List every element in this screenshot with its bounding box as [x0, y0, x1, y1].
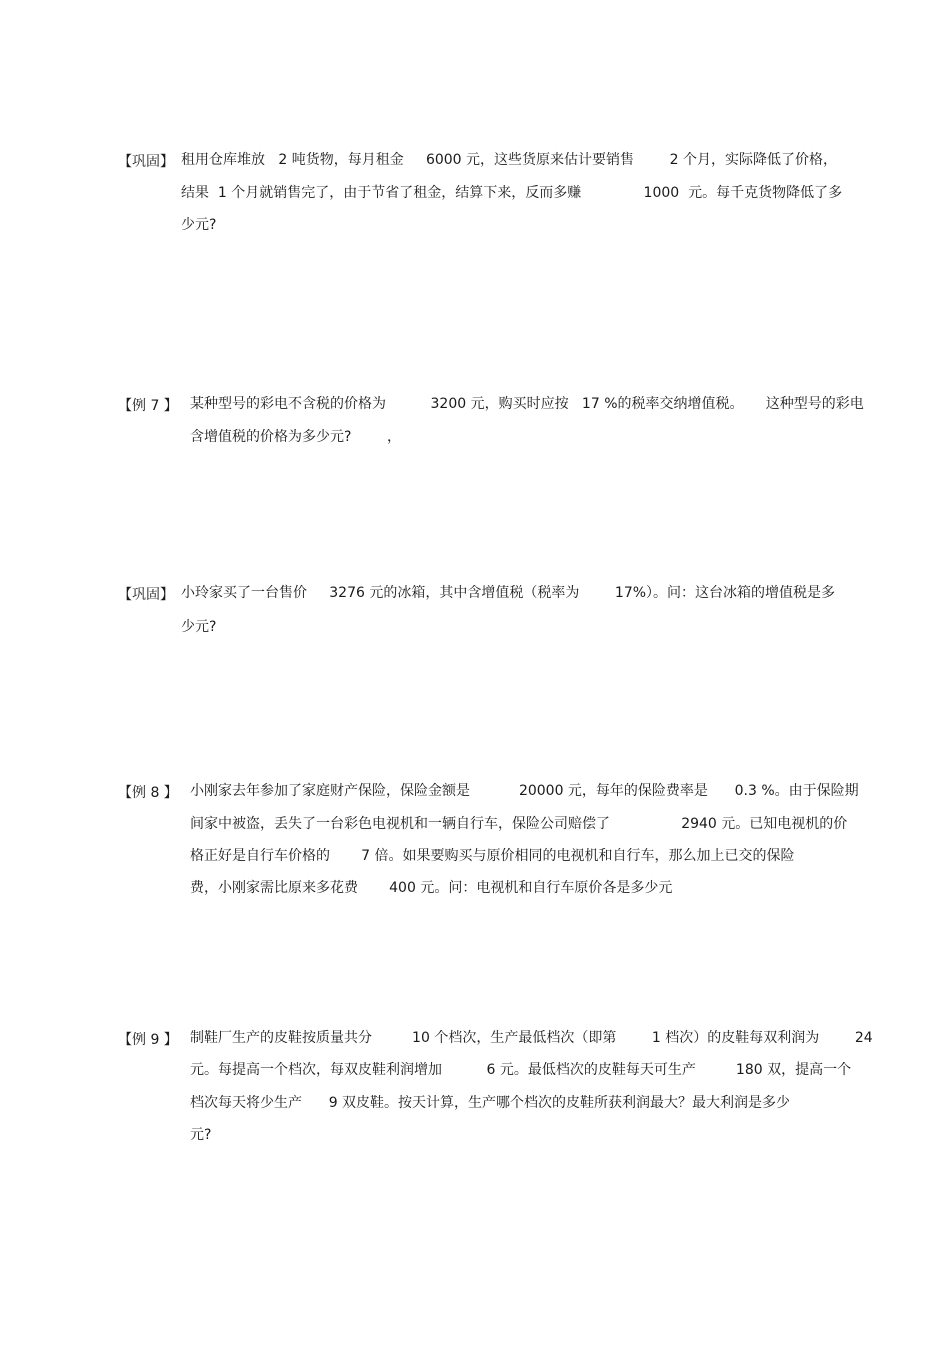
problem-text-line: 少元?: [181, 217, 217, 233]
problem-tag: 【例 8 】: [118, 785, 178, 801]
problem-tag: 【巩固】: [118, 587, 174, 603]
problem-text-line: 含增值税的价格为多少元? ，: [190, 429, 402, 445]
problem-text-line: 租用仓库堆放 2 吨货物，每月租金 6000 元，这些货原来估计要销售 2 个月，实际降低了价格，: [181, 152, 837, 168]
problem-text-line: 结果 1 个月就销售完了，由于节省了租金，结算下来，反而多赚 1000 元。每千克货物降低了多: [181, 185, 843, 201]
problem-tag: 【例 7 】: [118, 398, 178, 414]
problem-text-line: 元。每提高一个档次，每双皮鞋利润增加 6 元。最低档次的皮鞋每天可生产 180 双，提高一个: [190, 1062, 852, 1078]
problem-text-line: 元?: [190, 1127, 212, 1143]
problem-text-line: 小玲家买了一台售价 3276 元的冰箱，其中含增值税（税率为 17%）。问：这台冰箱的增值税是多: [181, 585, 836, 601]
problem-tag: 【例 9 】: [118, 1032, 178, 1048]
problem-text-line: 少元?: [181, 619, 217, 635]
problem-text-line: 制鞋厂生产的皮鞋按质量共分 10 个档次，生产最低档次（即第 1 档次）的皮鞋每双利润为 24: [190, 1030, 873, 1046]
problem-text-line: 费，小刚家需比原来多花费 400 元。问：电视机和自行车原价各是多少元: [190, 880, 673, 896]
problem-tag: 【巩固】: [118, 154, 174, 170]
problem-text-line: 间家中被盗，丢失了一台彩色电视机和一辆自行车，保险公司赔偿了 2940 元。已知电视机的价: [190, 816, 848, 832]
problem-text-line: 小刚家去年参加了家庭财产保险，保险金额是 20000 元，每年的保险费率是 0.3 %。由于保险期: [190, 783, 859, 799]
problem-text-line: 某种型号的彩电不含税的价格为 3200 元，购买时应按 17 %的税率交纳增值税。 这种型号的彩电: [190, 396, 864, 412]
problem-text-line: 格正好是自行车价格的 7 倍。如果要购买与原价相同的电视机和自行车，那么加上已交的保险: [190, 848, 795, 864]
problem-text-line: 档次每天将少生产 9 双皮鞋。按天计算，生产哪个档次的皮鞋所获利润最大？最大利润是多少: [190, 1095, 791, 1111]
